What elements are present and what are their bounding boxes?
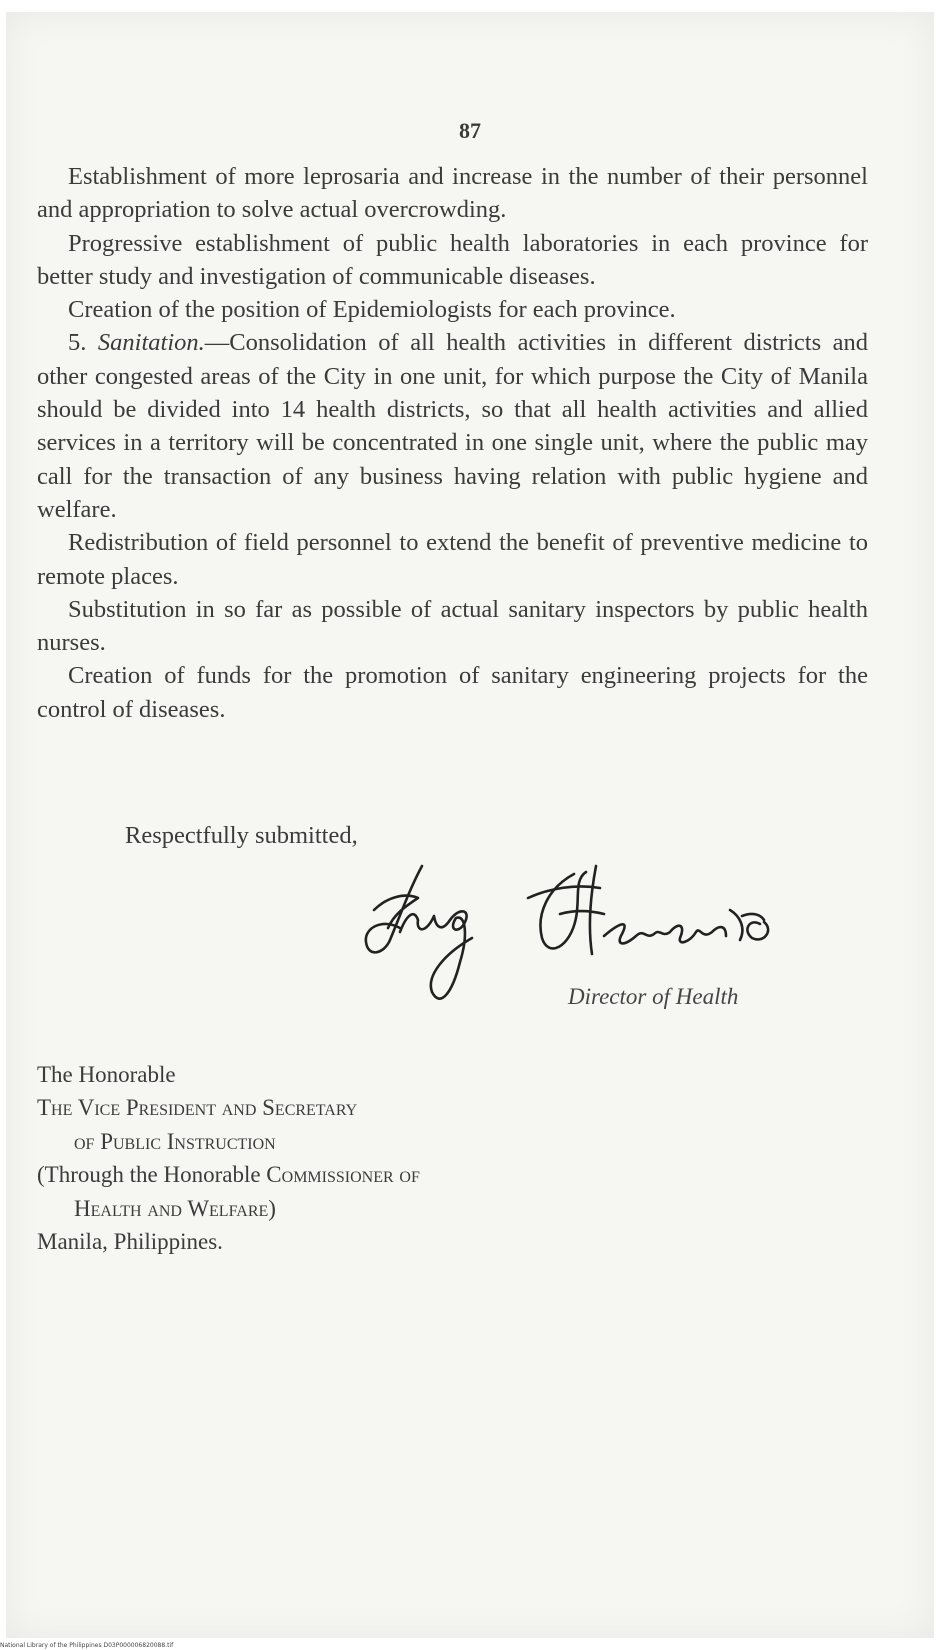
paragraph-sanitation: 5. Sanitation.—Consolidation of all health activities in different districts and other congested areas of the City in one unit, for which purpose the City of Manila should be divided into 14 health districts, so that all health activities and allied services in a territory will be concentrated in one single unit, where the public may call for the transaction of any business having relation with public hygiene and welfare.: [37, 329, 869, 523]
address-line: (Through the Honorable Commissioner of: [37, 1162, 420, 1188]
sanitation-heading: Sanitation.: [97, 329, 205, 357]
paragraph: Progressive establishment of public health laboratories in each province for better study and investigation of communicable diseases.: [37, 229, 868, 290]
body-text: [37, 160, 868, 726]
signatory-title: Director of Health: [568, 984, 739, 1009]
address-line: The Honorable: [37, 1062, 176, 1087]
scan-footer: National Library of the Philippines D03P000006820088.tif: [0, 1642, 174, 1649]
closing-line: Respectfully submitted,: [125, 822, 358, 849]
paragraph: Substitution in so far as possible of actual sanitary inspectors by public health nurses.: [37, 595, 868, 657]
address-line: Manila, Philippines.: [37, 1229, 223, 1255]
paragraph: Redistribution of field personnel to extend the benefit of preventive medicine to remote places.: [37, 529, 868, 590]
paragraph: Creation of the position of Epidemiologists for each province.: [68, 296, 676, 324]
address-line: The Vice President and Secretary: [37, 1095, 358, 1121]
address-line: of Public Instruction: [74, 1128, 276, 1154]
handwritten-signature: [360, 858, 840, 1048]
address-block: [37, 1058, 420, 1258]
address-line: Health and Welfare): [74, 1195, 276, 1221]
paragraph: Establishment of more leprosaria and increase in the number of their personnel and appropriation to solve actual overcrowding.: [37, 163, 868, 224]
page-number: 87: [459, 118, 481, 143]
paragraph: Creation of funds for the promotion of sanitary engineering projects for the control of diseases.: [37, 662, 868, 723]
